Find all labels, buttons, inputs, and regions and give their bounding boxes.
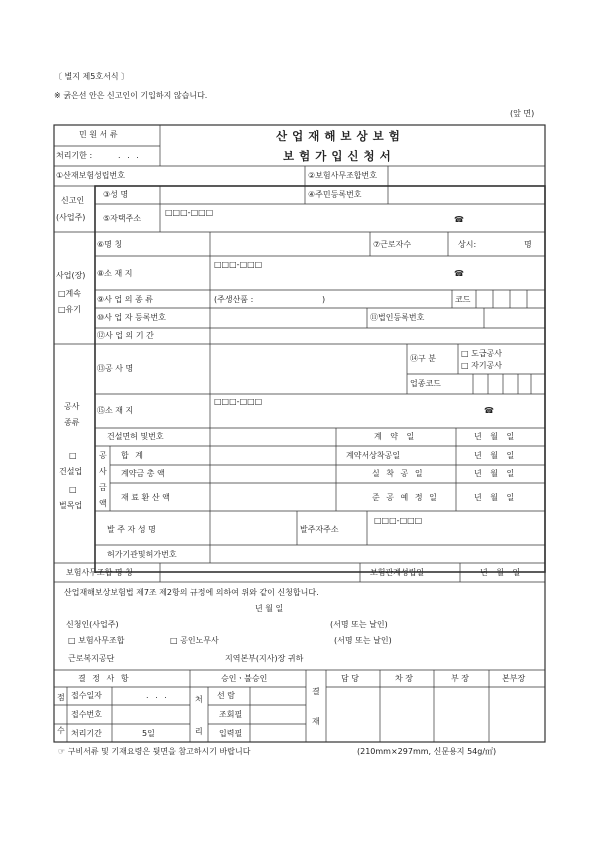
field-7-label: ⑦근로자수 bbox=[373, 240, 412, 249]
license-label: 건설면허 및번호 bbox=[107, 432, 164, 441]
owner-zip: □□□-□□□ bbox=[374, 516, 423, 525]
code-label: 코드 bbox=[455, 295, 471, 304]
actual-start-label: 실 착 공 일 bbox=[372, 469, 425, 478]
business-label: 사업(장) bbox=[56, 271, 86, 280]
permit-label: 허가기관및허가번호 bbox=[107, 550, 177, 559]
review-label: 선 람 bbox=[217, 691, 235, 700]
deadline-dots: . . . bbox=[118, 151, 141, 160]
branch-recipient: 지역본부(지사)장 귀하 bbox=[225, 654, 304, 663]
field-14-label: ⑭구 분 bbox=[410, 354, 436, 363]
paper-size: (210mm×297mm, 신문용지 54g/㎡) bbox=[357, 747, 497, 756]
construction-industry: 건설업 bbox=[59, 467, 83, 476]
construction-checkbox: □ bbox=[69, 451, 77, 460]
option-self: □ 자기공사 bbox=[461, 361, 503, 370]
ymd-5: 년 월 일 bbox=[480, 568, 524, 577]
business-temporary: □유기 bbox=[58, 305, 82, 314]
amount-char-4: 액 bbox=[99, 499, 107, 508]
staff-header: 담 당 bbox=[341, 674, 359, 683]
field-4-label: ④주민등록번호 bbox=[308, 190, 362, 199]
persons-unit: 명 bbox=[524, 240, 532, 249]
industry-code-label: 업종코드 bbox=[410, 379, 441, 388]
construction-label: 공사 bbox=[64, 402, 80, 411]
phone-icon: ☎ bbox=[484, 406, 494, 415]
business-continuous: □계속 bbox=[58, 289, 82, 298]
jae-char: 재 bbox=[312, 717, 320, 726]
manager-header: 부 장 bbox=[451, 674, 469, 683]
material-label: 재 료 환 산 액 bbox=[121, 493, 170, 502]
ri-char: 리 bbox=[195, 727, 203, 736]
field-2-label: ②보험사무조합번호 bbox=[308, 171, 377, 180]
field-12-label: ⑫사 업 의 기 간 bbox=[97, 331, 154, 340]
applicant-zip: □□□-□□□ bbox=[165, 208, 214, 217]
field-11-label: ⑪법인등록번호 bbox=[370, 313, 425, 322]
field-1-label: ①산재보험성립번호 bbox=[56, 171, 125, 180]
amount-char-1: 공 bbox=[99, 451, 107, 460]
planned-end-label: 준 공 예 정 일 bbox=[372, 493, 439, 502]
form-reference: 〔 별지 제5호서식 〕 bbox=[54, 72, 130, 81]
ymd-4: 년 월 일 bbox=[474, 493, 518, 502]
jeom-char: 점 bbox=[57, 693, 65, 702]
product-label: (주생산품 : bbox=[214, 295, 254, 304]
form-title-1: 산업재해보상보험 bbox=[276, 129, 405, 143]
received-no-label: 접수번호 bbox=[71, 710, 102, 719]
gyeol-char: 결 bbox=[312, 687, 320, 696]
applicant-label-sub: (사업주) bbox=[56, 213, 86, 222]
inquiry-label: 조회필 bbox=[219, 710, 243, 719]
form-title-2: 보험가입신청서 bbox=[283, 149, 396, 163]
option-union: □ 보험사무조합 bbox=[68, 636, 125, 645]
field-15-label: ⑮소 재 지 bbox=[97, 406, 134, 415]
applicant-label: 신고인 bbox=[61, 196, 85, 205]
amount-char-3: 금 bbox=[99, 483, 107, 492]
ymd-3: 년 월 일 bbox=[474, 469, 518, 478]
contract-date-label: 계 약 일 bbox=[374, 432, 418, 441]
sign-note-1: (서명 또는 날인) bbox=[330, 620, 388, 629]
owner-address-label: 발주자주소 bbox=[300, 525, 339, 534]
deputy-header: 차 장 bbox=[395, 674, 413, 683]
logging-checkbox: □ bbox=[69, 485, 77, 494]
form-note: ※ 굵은선 안은 신고인이 기입하지 않습니다. bbox=[54, 91, 208, 100]
field-3-label: ③성 명 bbox=[103, 190, 129, 199]
footer-note: ☞ 구비서류 및 기재요령은 뒷면을 참고하시기 바랍니다 bbox=[58, 747, 251, 756]
received-date-dots: . . . bbox=[146, 691, 169, 700]
contract-amount-label: 계약금 총 액 bbox=[121, 469, 165, 478]
field-13-label: ⑬공 사 명 bbox=[97, 364, 134, 373]
contract-start-label: 계약서상착공일 bbox=[346, 451, 401, 460]
bold-border bbox=[95, 186, 545, 572]
page-side: (앞 면) bbox=[510, 109, 535, 118]
field-9-label: ⑨사 업 의 종 류 bbox=[97, 295, 153, 304]
field-10-label: ⑩사 업 자 등록번호 bbox=[97, 313, 166, 322]
input-label: 입력필 bbox=[219, 729, 243, 738]
field-8-label: ⑧소 재 지 bbox=[97, 269, 133, 278]
deadline-label: 처리기한 : bbox=[56, 151, 93, 160]
field-6-label: ⑥명 칭 bbox=[97, 240, 123, 249]
decision-header: 결 정 사 항 bbox=[78, 674, 131, 683]
minwon-label: 민 원 서 류 bbox=[79, 130, 118, 139]
phone-icon: ☎ bbox=[454, 215, 464, 224]
ymd-2: 년 월 일 bbox=[474, 451, 518, 460]
product-end: ) bbox=[322, 295, 326, 304]
owner-name-label: 발 주 자 성 명 bbox=[107, 525, 156, 534]
received-date-label: 접수일자 bbox=[71, 691, 102, 700]
su-char: 수 bbox=[57, 726, 65, 735]
field-5-label: ⑤자택주소 bbox=[103, 214, 142, 223]
logging-industry: 벌목업 bbox=[59, 501, 83, 510]
option-subcontract: □ 도급공사 bbox=[461, 349, 503, 358]
sign-note-2: (서명 또는 날인) bbox=[334, 636, 392, 645]
approval-header: 승인ㆍ불승인 bbox=[221, 674, 268, 683]
declaration-statement: 산업재해보상보험법 제7조 제2항의 규정에 의하여 위와 같이 신청합니다. bbox=[64, 588, 319, 597]
total-label: 합 계 bbox=[121, 451, 145, 460]
regular-label: 상시: bbox=[458, 240, 477, 249]
option-labor-attorney: □ 공인노무사 bbox=[170, 636, 219, 645]
construction-zip: □□□-□□□ bbox=[214, 397, 263, 406]
cheo-char: 처 bbox=[195, 695, 203, 704]
construction-type: 종류 bbox=[64, 418, 80, 427]
period-value: 5일 bbox=[142, 729, 155, 738]
business-zip: □□□-□□□ bbox=[214, 260, 263, 269]
agency-name: 근로복지공단 bbox=[68, 654, 115, 663]
union-name-label: 보험사무조합 명 칭 bbox=[66, 568, 133, 577]
director-header: 본부장 bbox=[502, 674, 526, 683]
phone-icon: ☎ bbox=[454, 269, 464, 278]
period-label: 처리기간 bbox=[71, 729, 102, 738]
declaration-date: 년 월 일 bbox=[255, 604, 284, 613]
amount-char-2: 사 bbox=[99, 467, 107, 476]
ymd-1: 년 월 일 bbox=[474, 432, 518, 441]
applicant-sign-label: 신청인(사업주) bbox=[66, 620, 119, 629]
relation-date-label: 보험관계성립일 bbox=[370, 568, 425, 577]
